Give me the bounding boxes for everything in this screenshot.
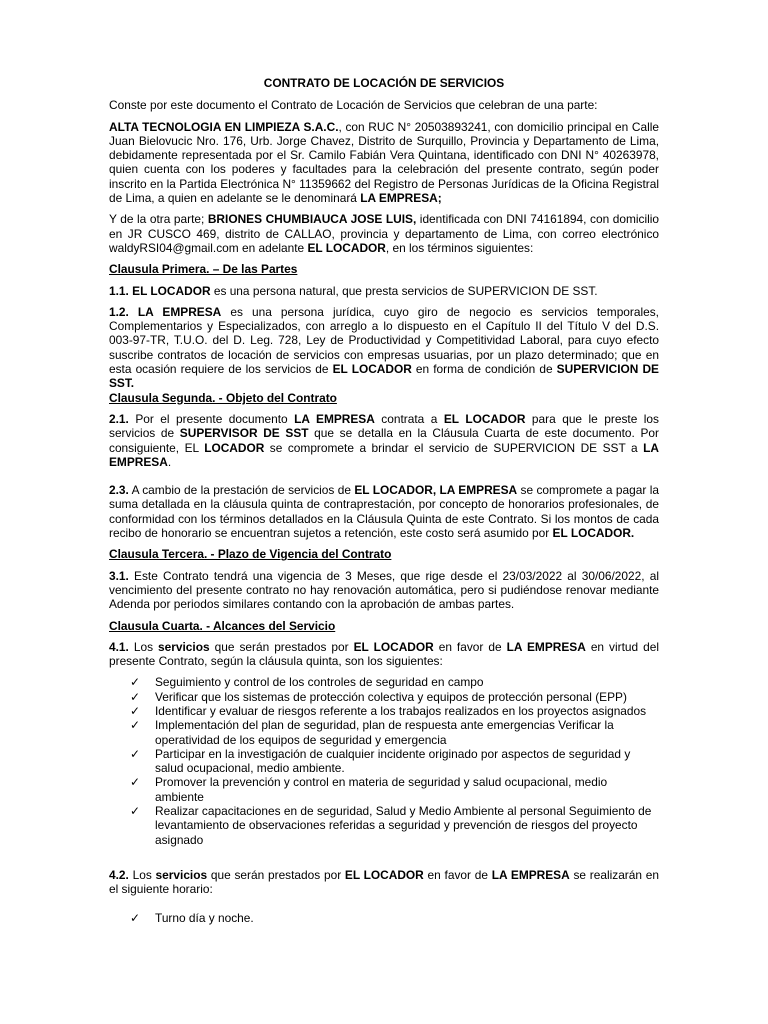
check-icon: ✓ — [130, 689, 140, 704]
clause4-1: 4.1. Los servicios que serán prestados por EL LOCADOR en favor de LA EMPRESA en virtud del presente Contrato, según la cláusula quinta, son los siguientes: — [109, 639, 659, 669]
clause4-2: 4.2. Los servicios que serán prestados por EL LOCADOR en favor de LA EMPRESA se realizarán en el siguiente horario: — [109, 867, 659, 897]
list-item: ✓ Participar en la investigación de cualquier incidente originado por aspectos de seguridad y salud ocupacional, medio ambiente. — [130, 746, 631, 776]
list-item: ✓ Seguimiento y control de los controles de seguridad en campo — [130, 675, 484, 690]
check-icon: ✓ — [130, 703, 140, 718]
list-item: ✓ Identificar y evaluar de riesgos referente a los trabajos realizados en los proyectos asignados — [130, 703, 647, 718]
services-list — [109, 675, 659, 847]
list-item: ✓ Promover la prevención y control en materia de seguridad y salud ocupacional, medio ambiente — [130, 775, 608, 804]
document-title: CONTRATO DE LOCACIÓN DE SERVICIOS — [263, 76, 505, 90]
check-icon: ✓ — [130, 718, 140, 733]
clause3-heading: Clausula Tercera. - Plazo de Vigencia del Contrato — [109, 547, 392, 562]
list-item: ✓ Turno día y noche. — [130, 910, 254, 925]
contract-page — [109, 76, 659, 932]
clause1-heading: Clausula Primera. – De las Partes — [109, 262, 298, 277]
list-item: ✓ Implementación del plan de seguridad, plan de respuesta ante emergencias Verificar la operatividad de los equipos de seguridad y emergencia — [130, 718, 614, 747]
check-icon: ✓ — [130, 746, 140, 761]
clause2-heading: Clausula Segunda. - Objeto del Contrato — [109, 390, 337, 405]
list-item: ✓ Verificar que los sistemas de protección colectiva y equipos de protección personal (EPP) — [130, 689, 627, 704]
schedule-list — [109, 911, 659, 925]
clause2-1: 2.1. Por el presente documento LA EMPRESA contrata a EL LOCADOR para que le preste los servicios de SUPERVISOR DE SST que se detalla en la Cláusula Cuarta de este documento. Por consiguiente, EL LOCADOR se compromete a brindar el servicio de SUPERVICION DE SST a LA EMPRESA. — [109, 411, 659, 469]
party2-paragraph: Y de la otra parte; BRIONES CHUMBIAUCA JOSE LUIS, identificada con DNI 74161894, con domicilio en JR CUSCO 469, distrito de CALLAO, provincia y departamento de Lima, con correo electrónico waldyRSI04@gmail.com en adelante EL LOCADOR, en los términos siguientes: — [109, 212, 659, 255]
clause4-heading: Clausula Cuarta. - Alcances del Servicio — [109, 618, 336, 633]
clause1-1: 1.1. EL LOCADOR es una persona natural, que presta servicios de SUPERVICION DE SST. — [109, 283, 598, 298]
intro-paragraph: Conste por este documento el Contrato de Locación de Servicios que celebran de una parte: — [109, 98, 598, 113]
party1-name: ALTA TECNOLOGIA EN LIMPIEZA S.A.C. — [109, 119, 339, 134]
check-icon: ✓ — [130, 910, 140, 925]
clause2-3: 2.3. A cambio de la prestación de servicios de EL LOCADOR, LA EMPRESA se compromete a pagar la suma detallada en la cláusula quinta de contraprestación, por concepto de honorarios profesionales, de conformidad con los términos detallados en la Cláusula Quinta de este Contrato. Si los montos de cada recibo de honorario se encuentran sujetos a retención, este costo será asumido por EL LOCADOR. — [109, 483, 659, 541]
list-item: ✓ Realizar capacitaciones en de seguridad, Salud y Medio Ambiente al personal Seguimiento de levantamiento de observaciones referidas a seguridad y prevención de riesgos del proyecto asignado — [130, 804, 652, 847]
party1-paragraph: ALTA TECNOLOGIA EN LIMPIEZA S.A.C., con RUC N° 20503893241, con domicilio principal en Calle Juan Bielovucic Nro. 176, Urb. Jorge Chavez, Distrito de Surquillo, Provincia y Departamento de Lima, debidamente representada por el Sr. Camilo Fabián Vera Quintana, identificado con DNI N° 40263978, quien cuenta con los poderes y facultades para la celebración del presente contrato, según poder inscrito en la Partida Electrónica N° 11359662 del Registro de Personas Jurídicas de la Oficina Registral de Lima, a quien en adelante se le denominará LA EMPRESA; — [109, 119, 659, 206]
clause3-1: 3.1. Este Contrato tendrá una vigencia de 3 Meses, que rige desde el 23/03/2022 al 30/06/2022, al vencimiento del presente contrato no hay renovación automática, pero si pudiéndose renovar mediante Adenda por periodos similares contando con la aprobación de ambas partes. — [109, 568, 659, 612]
party2-name: BRIONES CHUMBIAUCA JOSE LUIS, — [207, 212, 417, 227]
clause1-2: 1.2. LA EMPRESA es una persona jurídica, cuyo giro de negocio es servicios temporales, Complementarios y Especializados, con arreglo a lo dispuesto en el Capítulo II del Título V del D.S. 003-97-TR, T.U.O. del D. Leg. 728, Ley de Productividad y Competitividad Laboral, para cuyo efecto suscribe contratos de locación de servicios con empresas usuarias, por un plazo determinado; que en esta ocasión requiere de los servicios de EL LOCADOR en forma de condición de SUPERVICION DE SST. — [109, 304, 659, 391]
check-icon: ✓ — [130, 775, 140, 790]
check-icon: ✓ — [130, 675, 140, 690]
check-icon: ✓ — [130, 804, 140, 819]
